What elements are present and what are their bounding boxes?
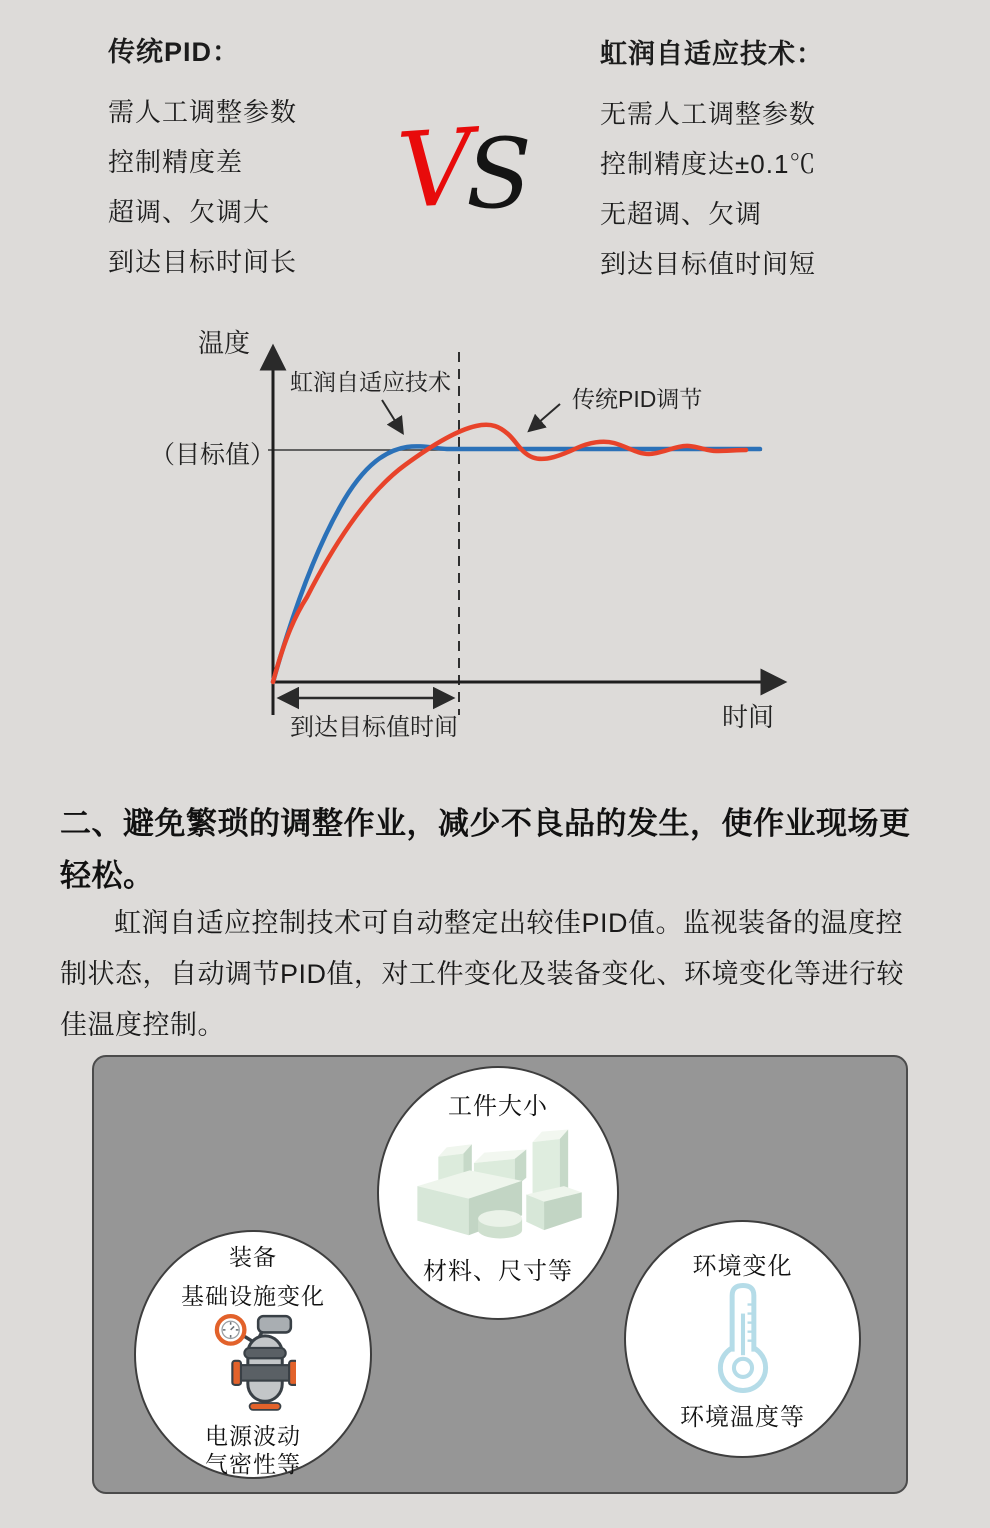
equipment-title-line1: 装备: [229, 1244, 277, 1270]
adaptive-tech-item: 到达目标值时间短: [600, 249, 817, 279]
adaptive-annotation-arrow: [382, 400, 402, 432]
pid-curve: [273, 425, 746, 682]
adaptive-annotation-label: 虹润自适应技术: [290, 369, 451, 395]
thermometer-icon: [702, 1281, 784, 1395]
equipment-title-line2: 基础设施变化: [181, 1283, 325, 1309]
vs-letter-v: V: [393, 105, 478, 233]
vs-letter-s: S: [466, 118, 532, 230]
section-paragraph: 虹润自适应控制技术可自动整定出较佳PID值。监视装备的温度控制状态，自动调节PID值，对工件变化及装备变化、环境变化等进行较佳温度控制。: [60, 908, 905, 1040]
equipment-valve-icon: [210, 1310, 296, 1422]
adaptive-curve: [273, 446, 760, 682]
factor-circle-equipment: [134, 1230, 372, 1479]
pid-comparison-chart: [140, 322, 800, 767]
environment-caption: 环境温度等: [680, 1404, 805, 1431]
traditional-pid-item: 超调、欠调大: [108, 197, 271, 227]
adaptive-tech-item: 控制精度达±0.1℃: [600, 149, 817, 179]
factor-circle-workpiece: [377, 1066, 619, 1320]
traditional-pid-item: 控制精度差: [108, 147, 244, 177]
traditional-pid-title: 传统PID：: [108, 37, 241, 67]
target-value-label: （目标值）: [150, 441, 276, 469]
adaptive-tech-item: 无需人工调整参数: [600, 99, 817, 129]
traditional-pid-item: 到达目标时间长: [108, 247, 298, 277]
equipment-caption-line2: 气密性等: [205, 1451, 301, 1477]
workpiece-title: 工件大小: [448, 1093, 548, 1120]
adaptive-tech-title: 虹润自适应技术：: [600, 39, 824, 69]
adaptive-tech-column: [600, 32, 960, 289]
y-axis-label: 温度: [198, 328, 251, 358]
traditional-pid-item: 需人工调整参数: [108, 97, 298, 127]
factor-circle-environment: [624, 1220, 861, 1458]
workpiece-blocks-icon: [409, 1121, 587, 1247]
x-axis-label: 时间: [722, 702, 775, 732]
pid-annotation-arrow: [530, 404, 560, 430]
equipment-caption-line1: 电源波动: [205, 1423, 301, 1449]
adaptive-tech-items: [600, 89, 960, 289]
section-heading: 二、避免繁琐的调整作业，减少不良品的发生，使作业现场更轻松。: [60, 806, 911, 893]
workpiece-caption: 材料、尺寸等: [423, 1258, 573, 1285]
vs-mark: [393, 105, 558, 233]
environment-title: 环境变化: [692, 1253, 793, 1280]
adaptive-tech-item: 无超调、欠调: [600, 199, 763, 229]
reach-time-label: 到达目标值时间: [290, 714, 458, 741]
pid-annotation-label: 传统PID调节: [572, 386, 703, 412]
